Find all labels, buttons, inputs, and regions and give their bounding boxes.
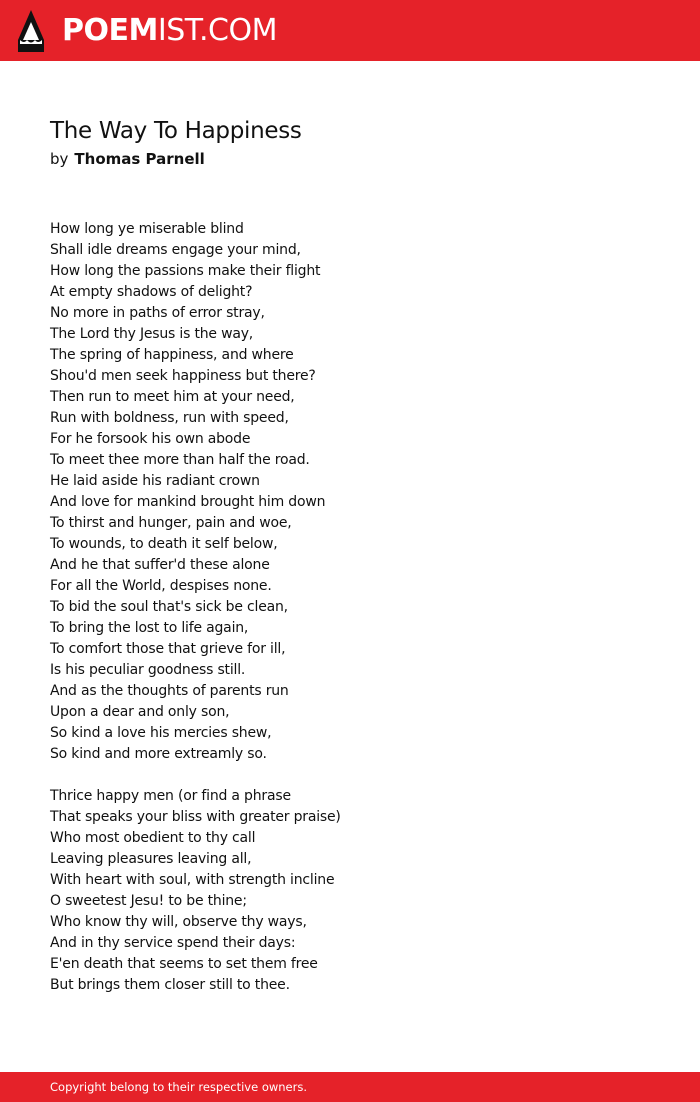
poem-line: To bid the soul that's sick be clean, — [50, 599, 288, 615]
poem-stanza — [50, 219, 341, 765]
poem-line: But brings them closer still to thee. — [50, 977, 290, 993]
poem-line: The spring of happiness, and where — [50, 347, 294, 363]
poem-line: Shall idle dreams engage your mind, — [50, 242, 301, 258]
poem-line: And he that suffer'd these alone — [50, 557, 270, 573]
poem-line: O sweetest Jesu! to be thine; — [50, 893, 247, 909]
site-header — [0, 0, 700, 61]
logo-text-bold: POEM — [62, 13, 158, 48]
author-name: Thomas Parnell — [74, 150, 205, 168]
byline — [50, 148, 205, 170]
poem-line: And love for mankind brought him down — [50, 494, 326, 510]
poem-line: With heart with soul, with strength incline — [50, 872, 335, 888]
poem-line: Is his peculiar goodness still. — [50, 662, 246, 678]
poem-line: To meet thee more than half the road. — [50, 452, 310, 468]
site-footer — [0, 1072, 700, 1102]
poem-line: At empty shadows of delight? — [50, 284, 253, 300]
poem-line: Run with boldness, run with speed, — [50, 410, 289, 426]
poem-line: How long ye miserable blind — [50, 221, 244, 237]
poem-line: The Lord thy Jesus is the way, — [50, 326, 254, 342]
poem-line: To bring the lost to life again, — [50, 620, 249, 636]
poem-line: That speaks your bliss with greater praise) — [50, 809, 341, 825]
poem-line: And as the thoughts of parents run — [50, 683, 289, 699]
poem-line: To comfort those that grieve for ill, — [50, 641, 286, 657]
poem-line: To wounds, to death it self below, — [50, 536, 278, 552]
poem-line: Who know thy will, observe thy ways, — [50, 914, 307, 930]
poem-line: To thirst and hunger, pain and woe, — [50, 515, 292, 531]
poem-line: Upon a dear and only son, — [50, 704, 230, 720]
logo-text-light: IST.COM — [157, 13, 277, 48]
poem-stanza — [50, 786, 341, 996]
poem-line: No more in paths of error stray, — [50, 305, 265, 321]
poem-line: Leaving pleasures leaving all, — [50, 851, 252, 867]
poem-body — [50, 219, 341, 1017]
poem-line: Thrice happy men (or find a phrase — [50, 788, 291, 804]
poem-title: The Way To Happiness — [50, 118, 302, 144]
poem-line: Then run to meet him at your need, — [50, 389, 295, 405]
site-logo[interactable] — [62, 12, 277, 50]
poem-line: And in thy service spend their days: — [50, 935, 296, 951]
poem-line: Shou'd men seek happiness but there? — [50, 368, 316, 384]
pencil-tip-icon[interactable] — [18, 10, 44, 52]
copyright-text: Copyright belong to their respective owners. — [50, 1080, 308, 1094]
poem-line: How long the passions make their flight — [50, 263, 321, 279]
poem-line: For he forsook his own abode — [50, 431, 251, 447]
poem-line: E'en death that seems to set them free — [50, 956, 318, 972]
poem-line: He laid aside his radiant crown — [50, 473, 260, 489]
poem-line: So kind and more extreamly so. — [50, 746, 267, 762]
poem-line: So kind a love his mercies shew, — [50, 725, 272, 741]
poem-line: For all the World, despises none. — [50, 578, 272, 594]
poem-line: Who most obedient to thy call — [50, 830, 256, 846]
by-label: by — [50, 150, 69, 168]
